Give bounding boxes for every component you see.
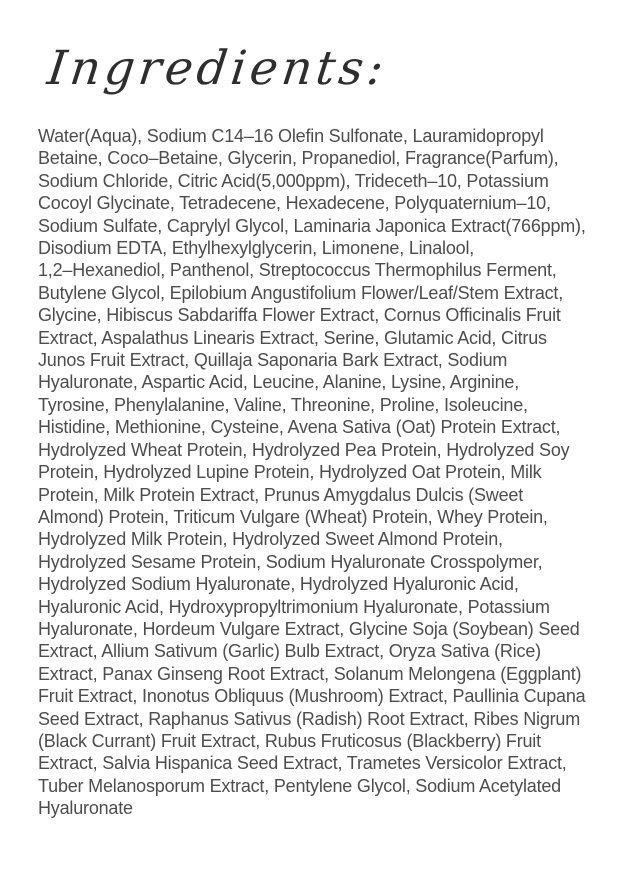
ingredients-line: Hydrolyzed Wheat Protein, Hydrolyzed Pea Protein, Hydrolyzed Soy: [38, 439, 570, 460]
ingredients-line: Hyaluronate, Aspartic Acid, Leucine, Alanine, Lysine, Arginine,: [38, 372, 520, 393]
ingredients-line: Butylene Glycol, Epilobium Angustifolium Flower/Leaf/Stem Extract,: [38, 282, 564, 303]
ingredients-line: Histidine, Methionine, Cysteine, Avena Sativa (Oat) Protein Extract,: [38, 417, 561, 438]
ingredients-line: Extract, Aspalathus Linearis Extract, Serine, Glutamic Acid, Citrus: [38, 327, 547, 348]
ingredients-line: Hyaluronate, Hordeum Vulgare Extract, Glycine Soja (Soybean) Seed: [38, 618, 580, 639]
ingredients-line: Cocoyl Glycinate, Tetradecene, Hexadecene, Polyquaternium–10,: [38, 193, 551, 214]
ingredients-line: Seed Extract, Raphanus Sativus (Radish) Root Extract, Ribes Nigrum: [38, 708, 581, 729]
ingredients-line: Betaine, Coco–Betaine, Glycerin, Propanediol, Fragrance(Parfum),: [38, 148, 559, 169]
ingredients-line: Disodium EDTA, Ethylhexylglycerin, Limonene, Linalool,: [38, 238, 475, 259]
ingredients-line: Water(Aqua), Sodium C14–16 Olefin Sulfonate, Lauramidopropyl: [38, 126, 544, 146]
ingredients-line: Protein, Milk Protein Extract, Prunus Amygdalus Dulcis (Sweet: [38, 484, 523, 505]
ingredients-line: Hydrolyzed Milk Protein, Hydrolyzed Sweet Almond Protein,: [38, 529, 503, 550]
ingredients-line: Sodium Sulfate, Caprylyl Glycol, Laminaria Japonica Extract(766ppm),: [38, 215, 586, 236]
ingredients-line: Junos Fruit Extract, Quillaja Saponaria Bark Extract, Sodium: [38, 350, 508, 371]
ingredients-line: Fruit Extract, Inonotus Obliquus (Mushroom) Extract, Paullinia Cupana: [38, 686, 586, 707]
ingredients-line: Sodium Chloride, Citric Acid(5,000ppm), Trideceth–10, Potassium: [38, 170, 549, 191]
ingredients-line: Extract, Allium Sativum (Garlic) Bulb Extract, Oryza Sativa (Rice): [38, 641, 541, 662]
ingredients-line: Almond) Protein, Triticum Vulgare (Wheat) Protein, Whey Protein,: [38, 506, 548, 527]
ingredients-line: Extract, Panax Ginseng Root Extract, Solanum Melongena (Eggplant): [38, 663, 582, 684]
page-title: Ingredients:: [44, 41, 391, 96]
ingredients-line: Extract, Salvia Hispanica Seed Extract, Trametes Versicolor Extract,: [38, 753, 567, 774]
ingredients-line: Tuber Melanosporum Extract, Pentylene Glycol, Sodium Acetylated: [38, 775, 561, 796]
ingredients-line: Tyrosine, Phenylalanine, Valine, Threonine, Proline, Isoleucine,: [38, 394, 528, 415]
ingredients-line: Glycine, Hibiscus Sabdariffa Flower Extract, Cornus Officinalis Fruit: [38, 305, 561, 326]
ingredients-line: 1,2–Hexanediol, Panthenol, Streptococcus Thermophilus Ferment,: [38, 260, 557, 281]
ingredients-list: [38, 125, 613, 820]
ingredients-line: Hydrolyzed Sesame Protein, Sodium Hyaluronate Crosspolymer,: [38, 551, 543, 572]
ingredients-line: Hyaluronic Acid, Hydroxypropyltrimonium Hyaluronate, Potassium: [38, 596, 550, 617]
ingredients-line: Protein, Hydrolyzed Lupine Protein, Hydrolyzed Oat Protein, Milk: [38, 462, 542, 483]
ingredients-line: (Black Currant) Fruit Extract, Rubus Fruticosus (Blackberry) Fruit: [38, 730, 541, 751]
ingredients-line: Hydrolyzed Sodium Hyaluronate, Hydrolyzed Hyaluronic Acid,: [38, 574, 519, 595]
ingredients-line: Hyaluronate: [38, 798, 133, 819]
